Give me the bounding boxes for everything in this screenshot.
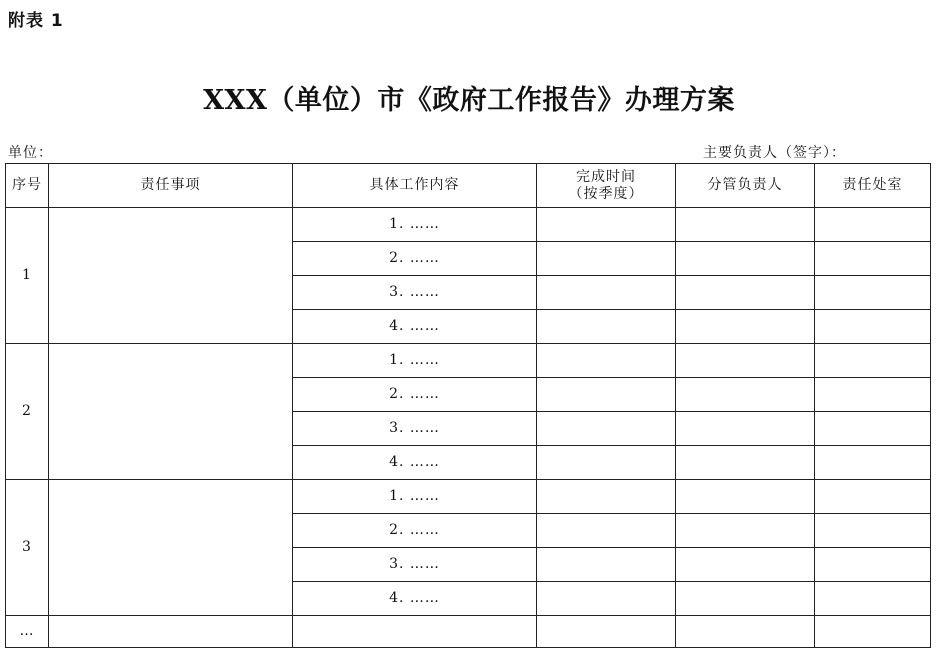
document-title: XXX（单位）市《政府工作报告》办理方案 [203,85,735,116]
time-cell[interactable] [537,378,676,412]
office-cell[interactable] [815,412,931,446]
leader-cell[interactable] [676,310,815,344]
leader-cell[interactable] [676,378,815,412]
content-item[interactable]: 2. …… [293,514,537,548]
leader-cell[interactable] [676,548,815,582]
content-item[interactable]: 1. …… [293,208,537,242]
time-cell[interactable] [537,582,676,616]
content-item[interactable]: 1. …… [293,344,537,378]
time-cell[interactable] [537,616,676,648]
time-cell[interactable] [537,480,676,514]
leader-cell[interactable] [676,582,815,616]
time-cell[interactable] [537,548,676,582]
office-cell[interactable] [815,514,931,548]
responsibility-cell[interactable] [49,344,293,480]
content-item[interactable]: 4. …… [293,310,537,344]
table-header-row [6,164,931,208]
office-cell[interactable] [815,480,931,514]
leader-cell[interactable] [676,616,815,648]
ellipsis-seq: … [6,616,49,648]
leader-cell[interactable] [676,514,815,548]
leader-cell[interactable] [676,344,815,378]
content-item[interactable]: 2. …… [293,378,537,412]
header-time-line2: （按季度） [568,185,644,202]
leader-cell[interactable] [676,480,815,514]
content-item[interactable]: 4. …… [293,446,537,480]
table-row [6,344,931,378]
leader-cell[interactable] [676,208,815,242]
office-cell[interactable] [815,242,931,276]
plan-table [5,163,931,648]
content-item[interactable]: 4. …… [293,582,537,616]
leader-cell[interactable] [676,276,815,310]
content-item[interactable]: 3. …… [293,412,537,446]
leader-cell[interactable] [676,446,815,480]
table-row-ellipsis [6,616,931,648]
group-seq: 3 [6,480,49,616]
time-cell[interactable] [537,446,676,480]
attachment-label: 附表 1 [8,11,64,31]
content-item[interactable]: 3. …… [293,548,537,582]
time-cell[interactable] [537,276,676,310]
header-time-line1: 完成时间 [576,168,636,185]
table-row [6,208,931,242]
header-responsibility: 责任事项 [49,164,293,208]
signer-label: 主要负责人（签字）： [703,145,846,161]
responsibility-cell[interactable] [49,616,293,648]
leader-cell[interactable] [676,242,815,276]
office-cell[interactable] [815,548,931,582]
office-cell[interactable] [815,344,931,378]
office-cell[interactable] [815,582,931,616]
group-seq: 2 [6,344,49,480]
time-cell[interactable] [537,310,676,344]
group-seq: 1 [6,208,49,344]
content-item[interactable]: 3. …… [293,276,537,310]
time-cell[interactable] [537,242,676,276]
header-content: 具体工作内容 [293,164,537,208]
responsibility-cell[interactable] [49,480,293,616]
office-cell[interactable] [815,310,931,344]
office-cell[interactable] [815,208,931,242]
header-completion-time [537,164,676,208]
content-item[interactable]: 2. …… [293,242,537,276]
content-item[interactable] [293,616,537,648]
time-cell[interactable] [537,412,676,446]
table-row [6,480,931,514]
content-item[interactable]: 1. …… [293,480,537,514]
time-cell[interactable] [537,208,676,242]
office-cell[interactable] [815,446,931,480]
time-cell[interactable] [537,344,676,378]
header-office: 责任处室 [815,164,931,208]
office-cell[interactable] [815,378,931,412]
office-cell[interactable] [815,616,931,648]
header-seq: 序号 [6,164,49,208]
office-cell[interactable] [815,276,931,310]
leader-cell[interactable] [676,412,815,446]
time-cell[interactable] [537,514,676,548]
header-leader: 分管负责人 [676,164,815,208]
unit-label: 单位： [8,145,53,161]
responsibility-cell[interactable] [49,208,293,344]
